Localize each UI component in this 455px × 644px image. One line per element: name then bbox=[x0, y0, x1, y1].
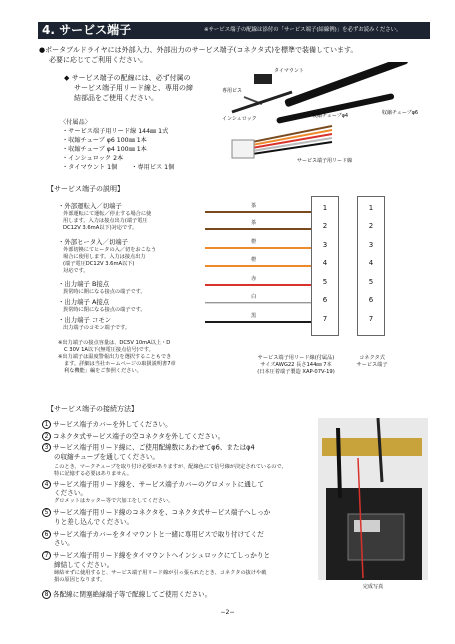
step-2 bbox=[42, 432, 312, 442]
photo-caption: 完成写真 bbox=[362, 584, 384, 590]
pin-number: 1 bbox=[322, 204, 328, 212]
connect-steps bbox=[42, 420, 312, 599]
step-number: 1 bbox=[42, 420, 51, 429]
step-number: 6 bbox=[42, 530, 51, 539]
completion-photo bbox=[318, 418, 428, 580]
connector-caption bbox=[352, 355, 392, 369]
accessories-title: 〈付属品〉 bbox=[60, 119, 91, 126]
accessory-item: ・専用ビス 1個 bbox=[131, 164, 175, 171]
accessories-list bbox=[60, 118, 230, 172]
pin-number: 7 bbox=[368, 315, 374, 323]
bullet-mark: ● bbox=[39, 46, 46, 54]
step-subtext: グロメットはカッター等で穴加工をしてください。 bbox=[54, 498, 174, 504]
connector-shape bbox=[232, 140, 254, 158]
page-number: −2− bbox=[220, 609, 235, 616]
section-header bbox=[38, 22, 430, 39]
desc-line: 外部運転にて運転／停止する場合に使 bbox=[63, 211, 152, 217]
desc-line: 場合に使用します。入力は接点出力 bbox=[63, 254, 146, 260]
desc-ext-heater bbox=[58, 238, 208, 275]
step-text: さい。 bbox=[54, 539, 74, 547]
pin-number: 5 bbox=[322, 278, 328, 286]
wire-color-label: 茶 bbox=[251, 203, 257, 209]
timer-mount-shape bbox=[254, 74, 272, 84]
pin-number: 4 bbox=[368, 259, 374, 267]
wire-color-label: 橙 bbox=[251, 239, 257, 245]
desc-line: (端子電圧DC12V 3.6mA以下) bbox=[63, 261, 135, 267]
tube-shape bbox=[338, 428, 340, 498]
step-text: りと差し込んでください。 bbox=[54, 517, 134, 526]
step-4 bbox=[42, 480, 312, 506]
step-number: 2 bbox=[42, 432, 51, 441]
pin-number: 2 bbox=[368, 222, 374, 230]
desc-output-b bbox=[58, 280, 208, 296]
diamond-mark: ◆ bbox=[64, 74, 70, 82]
step-text: サービス端子カバーを外してください。 bbox=[53, 420, 172, 429]
desc-notes bbox=[58, 340, 208, 375]
accessory-item: ・サービス端子用リード線 144㎜ 1式 bbox=[62, 128, 169, 135]
lead-caption bbox=[226, 355, 366, 376]
wire-color-label: 橙 bbox=[251, 257, 257, 263]
wire-5 bbox=[205, 284, 311, 286]
display-shape bbox=[354, 520, 380, 532]
step-number: 8 bbox=[42, 590, 51, 599]
pin-number: 3 bbox=[368, 241, 374, 249]
step-text: サービス端子用リード線のコネクタを、コネクタ式サービス端子へしっか bbox=[53, 508, 271, 517]
intro-line-1: ポータブルドライヤには外部入力、外部出力のサービス端子(コネクタ式)を標準で装備しています。 bbox=[45, 46, 358, 54]
step-number: 5 bbox=[42, 508, 51, 517]
step-1 bbox=[42, 420, 312, 430]
pin-number: 2 bbox=[322, 222, 328, 230]
wire-color-label: 赤 bbox=[251, 276, 257, 282]
section-title: 4. サービス端子 bbox=[42, 23, 132, 37]
header-note: ※サービス端子の配線は添付の「サービス端子(結線例)」を必ずお読みください。 bbox=[204, 27, 402, 33]
pin-number: 6 bbox=[368, 296, 374, 304]
caption-line: サイズAWG22 長さ144㎜ 7本 bbox=[260, 362, 332, 368]
label-screw: 専用ビス bbox=[222, 88, 243, 94]
step-text: サービス端子用リード線に、ご使用配線数にあわせてφ6、またはφ4 bbox=[53, 443, 255, 452]
note-line: ※出力端子は温度警報出力を選択することもでき bbox=[58, 354, 172, 360]
lead-connector-block bbox=[311, 196, 339, 336]
instruction-line: サービス端子の配線には、必ず付属の bbox=[71, 74, 191, 82]
label-timer: タイマウント bbox=[274, 68, 304, 74]
step-text: 締結してください。 bbox=[54, 560, 114, 569]
step-3 bbox=[42, 443, 312, 478]
note-line: ます。詳細は当社ホームページの取扱説明書7章 bbox=[64, 361, 176, 367]
label-tube6: 収縮チューブφ6 bbox=[382, 110, 419, 116]
label-lead: サービス端子用リード線 bbox=[297, 158, 353, 164]
accessory-item: ・収縮チューブ φ6 100㎜ 1本 bbox=[62, 137, 147, 144]
desc-line: 外部切換にてヒータの入／切をおこなう bbox=[63, 247, 157, 253]
instruction-line: サービス端子用リード線と、専用の締 bbox=[74, 84, 193, 92]
wire-7 bbox=[205, 321, 311, 323]
desc-line: 出力端子のコモン端子です。 bbox=[63, 325, 131, 331]
desc-line: 用します。入力は接点出力(端子電圧 bbox=[63, 218, 148, 224]
pin-number: 6 bbox=[322, 296, 328, 304]
desc-output-common bbox=[58, 316, 208, 332]
wire-3 bbox=[205, 247, 311, 249]
step-6 bbox=[42, 530, 312, 549]
desc-ext-operation bbox=[58, 202, 208, 232]
step-text: の収縮チューブを通してください。 bbox=[54, 452, 159, 461]
desc-heading: ・外部ヒータ入／切端子 bbox=[58, 238, 129, 246]
wire-6 bbox=[205, 302, 311, 304]
note-line: ※出力端子の接点容量は、DC5V 10mA以上・D bbox=[58, 340, 171, 346]
insulock-shape bbox=[232, 92, 292, 112]
caption-line: (日本圧着端子製造 XAP-07V-19) bbox=[257, 369, 335, 375]
wire-4 bbox=[205, 265, 311, 267]
accessory-item: ・インシュロック 2本 bbox=[62, 155, 124, 162]
caption-line: サービス端子用リード線(付属品) bbox=[257, 355, 335, 361]
step-5 bbox=[42, 508, 312, 527]
lead-wire-bundle bbox=[232, 126, 332, 158]
desc-line: 異常時に閉になる接点の端子です。 bbox=[63, 307, 146, 313]
wire-color-label: 茶 bbox=[251, 220, 257, 226]
step-subtext: 締結せずに使用すると、サービス端子用リード線が引っ張られたとき、コネクタの抜けや破 bbox=[54, 569, 267, 576]
desc-title: 【サービス端子の説明】 bbox=[47, 185, 124, 193]
step-text: サービス端子用リード線をタイマウントへインシュロックにてしっかりと bbox=[53, 551, 271, 560]
service-terminal-block bbox=[357, 196, 385, 336]
step-text: サービス端子用リード線を、サービス端子カバーのグロメットに通して bbox=[53, 480, 264, 488]
note-line: C 30V 1A以下(無電圧接点信号)です。 bbox=[64, 347, 154, 353]
step-number: 4 bbox=[42, 480, 51, 489]
step-7 bbox=[42, 551, 312, 584]
accessories-photo bbox=[222, 62, 432, 174]
desc-heading: ・出力端子 コモン bbox=[58, 316, 112, 324]
wire-2 bbox=[205, 228, 311, 230]
wire-color-label: 白 bbox=[251, 294, 257, 300]
connect-title: 【サービス端子の接続方法】 bbox=[47, 405, 138, 413]
intro-line-2: 必要に応じてご利用ください。 bbox=[49, 56, 147, 64]
instruction-line: 結部品をご使用ください。 bbox=[74, 94, 158, 102]
step-number: 7 bbox=[42, 551, 51, 560]
desc-heading: ・出力端子 A接点 bbox=[58, 298, 110, 306]
note-line: 利な機能」編をご参照ください。 bbox=[64, 368, 142, 374]
step-text: サービス端子カバーをタイマウントと一緒に専用ビスで取り付けてくだ bbox=[53, 530, 264, 538]
wire-1 bbox=[205, 211, 311, 213]
step-8 bbox=[42, 590, 312, 600]
desc-heading: ・出力端子 B接点 bbox=[58, 280, 110, 288]
instruction-item bbox=[64, 73, 204, 103]
step-subtext: 損の原因となります。 bbox=[54, 576, 106, 583]
desc-line: 対応です。 bbox=[63, 268, 89, 274]
step-subtext: 特に記憶する必要はありません。 bbox=[54, 470, 133, 477]
pin-number: 7 bbox=[322, 315, 328, 323]
step-number: 3 bbox=[42, 443, 51, 452]
label-insulock: インシュロック bbox=[222, 116, 257, 122]
step-text: 各配線に閉塞絶縁端子等で配線してご使用ください。 bbox=[53, 590, 212, 598]
step-subtext: このとき、マークチューブを取り付け必要がありますが、配線色にて信号線が決定されているので、 bbox=[54, 463, 287, 470]
desc-line: DC12V 3.6mA以下)対応です。 bbox=[63, 225, 138, 231]
step-text: ください。 bbox=[54, 489, 87, 497]
accessory-item: ・タイマウント 1個 bbox=[62, 164, 118, 171]
desc-output-a bbox=[58, 298, 208, 314]
caption-line: サービス端子 bbox=[356, 362, 388, 368]
desc-line: 異常時に開になる接点の端子です。 bbox=[63, 289, 146, 295]
pin-number: 1 bbox=[368, 204, 374, 212]
pin-number: 4 bbox=[322, 259, 328, 267]
desc-heading: ・外部運転入／切端子 bbox=[58, 202, 122, 210]
wire-diagram bbox=[205, 203, 311, 332]
step-text: コネクタ式サービス端子の空コネクタを外してください。 bbox=[53, 432, 225, 440]
pin-number: 3 bbox=[322, 241, 328, 249]
label-tube4: 収縮チューブφ4 bbox=[312, 113, 349, 119]
wire-color-label: 黒 bbox=[251, 313, 257, 319]
accessory-item: ・収縮チューブ φ4 100㎜ 1本 bbox=[62, 146, 147, 153]
caption-line: コネクタ式 bbox=[359, 355, 385, 361]
pin-number: 5 bbox=[368, 278, 374, 286]
